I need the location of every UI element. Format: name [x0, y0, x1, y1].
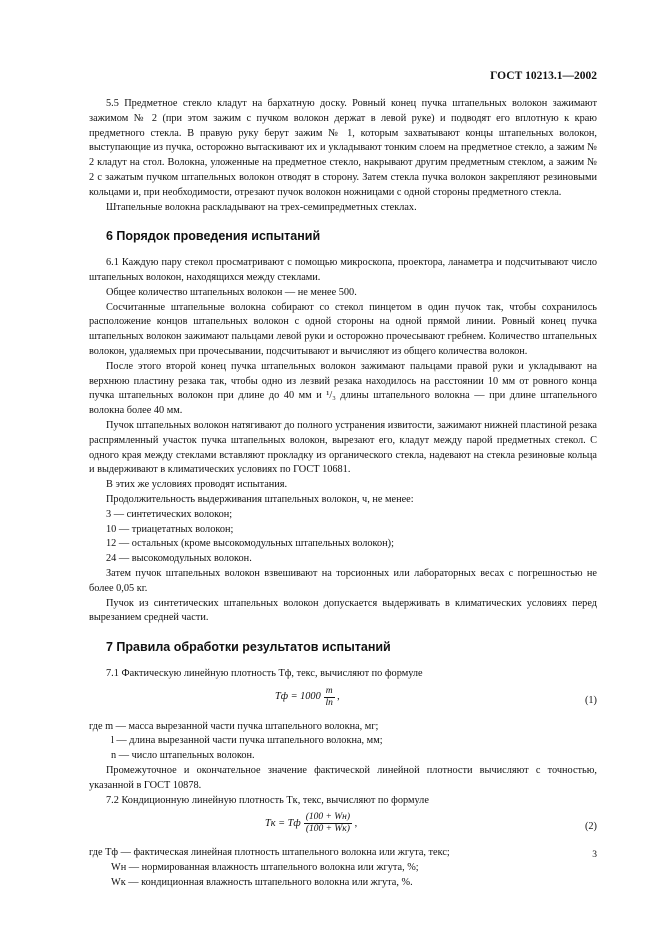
paragraph-5-5: 5.5 Предметное стекло кладут на бархатную доску. Ровный конец пучка штапельных волокон зажимают зажимом № 2 (при этом зажим с пучком волокон держат в левой руке) и подводят его вплотную к краю предметного стекла. В правую руку берут зажим № 1, которым захватывают концы штапельных волокон, выступающие из пучка, осторожно вытаскивают их и укладывают тонким слоем на предметное стекло, а зажим № 2 кладут на стол. Волокна, уложенные на предметное стекло, накрывают другим предметным стеклом, а зажим № 2 с зажатым пучком штапельных волокон отводят в сторону. Затем стекла пучка волокон закрепляют резиновыми кольцами и, при необходимости, отрезают пучок волокон ножницами с одной стороны предметного стекла. [89, 98, 597, 198]
where-item: l — длина вырезанной части пучка штапельного волокна, мм; [111, 735, 383, 747]
paragraph: Промежуточное и окончательное значение фактической линейной плотности вычисляют с точностью, указанной в ГОСТ 10878. [89, 765, 597, 791]
formula-1-fraction [324, 686, 335, 709]
formula-1: Tф = 1000 $\frac{m}{\ln}$ , (1) [275, 685, 597, 708]
paragraph: Пучок из синтетических штапельных волокон допускается выдерживать в климатических условиях перед вырезанием средней части. [89, 597, 597, 624]
list-item: 10 — триацетатных волокон; [106, 523, 234, 535]
formula-2-fraction [304, 812, 352, 835]
paragraph: Продолжительность выдерживания штапельных волокон, ч, не менее: [106, 493, 414, 505]
paragraph: Сосчитанные штапельные волокна собирают со стекол пинцетом в один пучок так, чтобы сохранилось расположение концов штапельных волокон с одной стороны на одной прямой линии. Ровный конец пучка штапельных волокон зажимают пальцами левой руки и осторожно прочесывают гребнем. Количество штапельных волокон, удаляемых при прочесывании, подсчитывают и вычисляют из общего количества волокон. [89, 301, 597, 357]
formula-2-numerator: (100 + Wн) [305, 812, 351, 823]
where-item: Wк — кондиционная влажность штапельного волокна или жгута, %. [111, 877, 413, 889]
where-item: Wн — нормированная влажность штапельного волокна или жгута, %; [111, 862, 419, 874]
formula-2: Tк = Tф $\frac{(100 + Wн)}{(100 + Wк)}$ , (2) [265, 812, 597, 835]
paragraph: Пучок штапельных волокон натягивают до полного устранения извитости, зажимают нижней пластиной резака распрямленный участок пучка штапельных волокон, вырезают его, кладут между парой предметных стекол. С одного края между стеклами вставляют прокладку из органического стекла, надевают на стекла резиновые кольца и выдерживают в климатических условиях по ГОСТ 10681. [89, 419, 597, 476]
page-number: 3 [592, 850, 597, 860]
paragraph-6-1: 6.1 Каждую пару стекол просматривают с помощью микроскопа, проектора, ланаметра и подсчитывают число штапельных волокон, находящихся между стеклами. [89, 257, 597, 283]
list-item: 3 — синтетических волокон; [106, 508, 233, 520]
formula-1-lhs: Tф = 1000 [275, 690, 321, 702]
where-item: где Tф — фактическая линейная плотность штапельного волокна или жгута, текс; [89, 847, 450, 859]
paragraph: В этих же условиях проводят испытания. [106, 479, 288, 491]
section-7-heading: 7 Правила обработки результатов испытаний [106, 640, 391, 655]
list-item: 24 — высокомодульных волокон. [106, 553, 252, 565]
paragraph: Общее количество штапельных волокон — не менее 500. [106, 286, 357, 298]
formula-1-denominator: ln [325, 697, 333, 708]
formula-2-denominator: (100 + Wк) [305, 824, 350, 835]
formula-2-lhs: Tк = Tф [265, 817, 301, 829]
paragraph: Штапельные волокна раскладывают на трех-семипредметных стеклах. [106, 201, 417, 213]
where-item: n — число штапельных волокон. [111, 750, 255, 762]
paragraph-7-2: 7.2 Кондиционную линейную плотность Tк, текс, вычисляют по формуле [106, 794, 429, 806]
list-item: 12 — остальных (кроме высокомодульных штапельных волокон); [106, 538, 394, 550]
document-body [89, 97, 597, 891]
formula-1-numerator: m [325, 685, 333, 696]
where-item: где m — масса вырезанной части пучка штапельного волокна, мг; [89, 720, 379, 732]
paragraph: После этого второй конец пучка штапельных волокон зажимают пальцами правой руки и укладывают на верхнюю пластину резака так, чтобы одно из лезвий резака находилось на расстоянии 10 мм от ровного конца пучка штапельных волокон при длине до 40 мм и ¹/₃ длины штапельного волокна — при длине штапельного волокна более 40 мм. [89, 360, 597, 417]
paragraph: Затем пучок штапельных волокон взвешивают на торсионных или лабораторных весах с погрешностью не более 0,05 кг. [89, 567, 597, 594]
formula-2-number: (2) [584, 821, 597, 833]
formula-1-number: (1) [584, 694, 597, 706]
section-6-heading: 6 Порядок проведения испытаний [106, 229, 321, 244]
paragraph-7-1: 7.1 Фактическую линейную плотность Tф, текс, вычисляют по формуле [106, 667, 423, 679]
standard-header: ГОСТ 10213.1—2002 [490, 70, 597, 82]
